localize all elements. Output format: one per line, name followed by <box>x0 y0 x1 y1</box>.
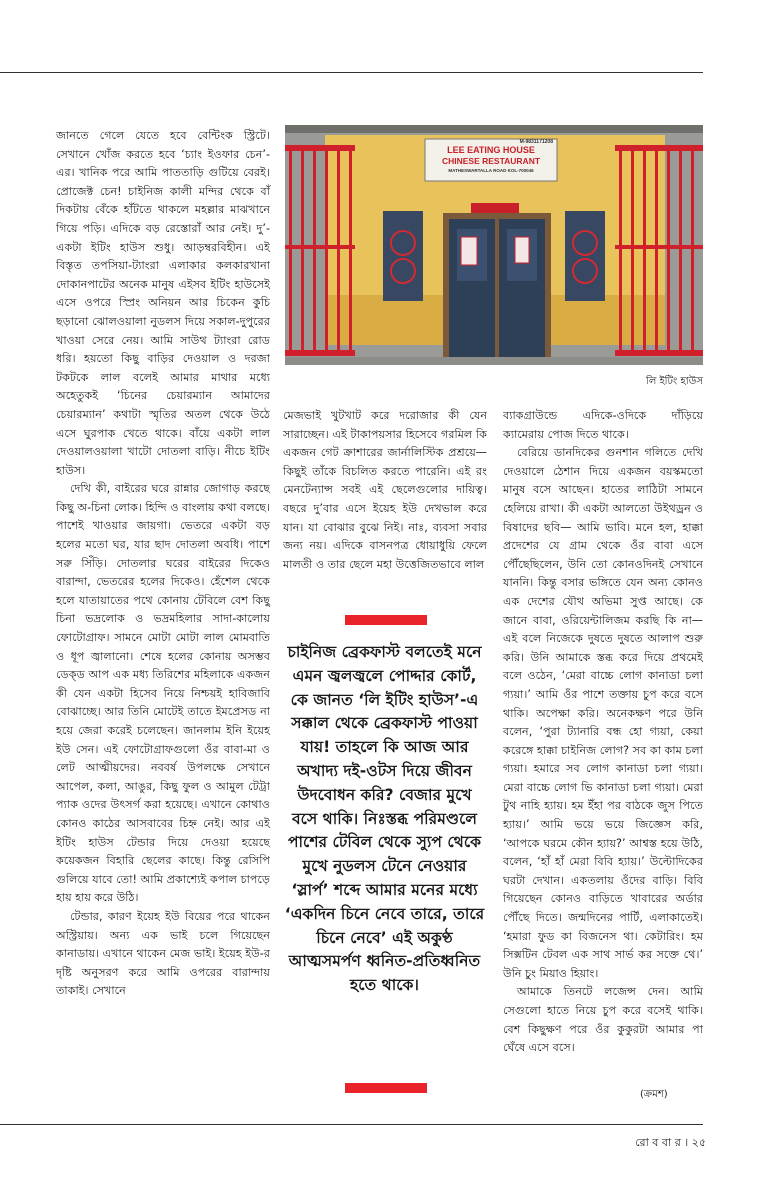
paragraph: ব্যাকগ্রাউন্ডে এদিকে-ওদিকে দাঁড়িয়ে ক্যামেরায় পোজ দিতে থাকে। <box>503 409 703 441</box>
pull-quote <box>282 615 487 1095</box>
text-column-1 <box>56 127 270 1001</box>
pull-quote-top-bar <box>345 615 427 625</box>
pull-quote-bottom-bar <box>345 1083 427 1093</box>
page-footer: রো ব বা র । ২৫ <box>635 1136 706 1149</box>
sign-line-2: CHINESE RESTAURANT <box>441 156 541 166</box>
text-column-3 <box>503 407 703 1058</box>
continued-note: (ক্রমশ) <box>640 1089 668 1100</box>
sign-line-3: MATHESWARTALLA ROAD KOL-700046 <box>448 168 534 173</box>
paragraph: বেরিয়ে ডানদিকের গুনশান গলিতে দেখি দেওয়ালে ঠেশান দিয়ে একজন বয়স্কমতো মানুষ বসে আছেন। হাতের লাঠিটা সামনে হেলিয়ে রাখা। কী একটা আলতো উইথড্রন ও বিষাদের ছবি— আমি ভাবি। মনে হল, হাক্কা প্রদেশের যে গ্রাম থেকে ওঁর বাবা এসে পৌঁছেছিলেন, উনি তো কোনওদিনই সেখানে যাননি। কিন্তু বসার ভঙ্গিতে যেন অন্য কোনও এক দেশের যৌথ অভিমা সুপ্ত আছে। কে জানে বাবা, ওরিয়েন্টালিজম করছি কি না— এই বলে নিজেকে দুষতে দুষতে আলাপ শুরু করি। উনি আমাকে স্তব্ধ করে দিয়ে প্রথমেই বলে ওঠেন, ‘মেরা বাচ্চে লোগ কানাডা চলা গ্যয়া।’ আমি ওঁর পাশে তক্তায় চুপ করে বসে থাকি। অপেক্ষা করি। অনেকক্ষণ পরে উনি বলেন, ‘পুরা ট্যানারি বন্ধ হো গ্যয়া, কেয়া করেঙ্গে হাক্কা চাইনিজ লোগ? সব কা কাম চলা গ্যয়া। হমারে সব লোগ কানাডা চলা গ্যয়া। মেরা বাচ্চে লোগ ভি কানাডা চলা গ্যয়া। মেরা টুথ নাহি হ্যায়। হম ইঁহা পর বাঠকে জুস পিতে হ্যায়।’ আমি ভয়ে ভয়ে জিজ্ঞেস করি, ‘আপকে ঘরমে কৌন হ্যায়?’ আশ্বস্ত হয়ে উঠি, বলেন, ‘হাঁ হাঁ মেরা বিবি হ্যায়।’ উল্টোদিকের ঘরটা দেখান। একতলায় ওঁদের বাড়ি। বিবি গিয়েছেন কোনও বাড়িতে খাবারের অর্ডার পৌঁছে দিতে। জন্মদিনের পার্টি, এলাকাতেই। ‘হমারা ফুড কা বিজনেস থা। কেটারিং। হম সিক্সটিন টেবল এক সাথ সার্ভ কর সক্তে থে।’ উনি চুং মিয়াও হিয়াং। <box>503 446 703 980</box>
text-column-2 <box>283 407 487 574</box>
top-rule <box>0 72 703 73</box>
paragraph: জানতে গেলে যেতে হবে বেন্টিংক স্ট্রিটে। সেখানে খোঁজ করতে হবে ‘চ্যাং ইওফার চেন’-এর। খানিক পরে আমি পাততাড়ি গুটিয়ে বেরই। প্রোজেক্ট চেন! চাইনিজ কালী মন্দির থেকে বাঁ দিকটায় বেঁকে হাঁটতে থাকলে মহল্লার মাঝখানে গিয়ে পড়ি। এদিকে বড় রেস্তোরাঁ আর নেই। দু’-একটা ইটিং হাউস শুধু। আড়ম্বরবিহীন। এই বিস্তৃত তপসিয়া-ট্যাংরা এলাকার কলকারখানা দোকানপাটের অনেক মানুষ এইসব ইটিং হাউসেই এসে ওপরে স্প্রিং অনিয়ন আর চিকেন কুচি ছড়ানো ঝোলওয়ালা নুডলস দিয়ে সকাল-দুপুরের খাওয়া সেরে নেয়। আমি সাউথ ট্যাংরা রোড ধরি। হয়তো কিছু বাড়ির দেওয়াল ও দরজা টকটকে লাল বলেই আমার মাথার মধ্যে অহেতুকই ‘চিনের চেয়ারম্যান আমাদের চেয়ারম্যান’ কথাটা স্মৃতির অতল থেকে উঠে এসে ঘুরপাক খেতে থাকে। বাঁয়ে একটা লাল দেওয়ালওয়ালা খাটো দোতলা বাড়ি। নীচে ইটিং হাউস। <box>56 129 270 477</box>
photo-caption: লি ইটিং হাউস <box>645 376 703 387</box>
bottom-rule <box>0 1124 703 1125</box>
sign-phone: M-9831171208 <box>519 139 553 145</box>
paragraph: আমাকে তিনটে লজেন্স দেন। আমি সেগুলো হাতে নিয়ে চুপ করে বসেই থাকি। বেশ কিছুক্ষণ পরে ওঁর কুকুরটা আমার পা ঘেঁষে এসে বসে। <box>503 985 703 1055</box>
paragraph: মেজভাই খুটখাট করে দরোজার কী যেন সারাচ্ছেন। এই টাকাপয়সার হিসেবে গরমিল কি একজন গেট ক্রাশারের জার্নালিস্টিক প্রশ্রয়ে— কিছুই তাঁকে বিচলিত করতে পারেনি। এই রং মেনটেন্যান্স সবই এই ছেলেগুলোর দায়িত্ব। বছরে দু’বার এসে ইয়েহ ইউ দেখভাল করে যান। যা বোঝার বুঝে নিই। নাঃ, ব্যবসা সবার জন্য নয়। এদিকে বাসনপত্র ধোয়াধুয়ি ফেলে মালতী ও তার ছেলে মহা উত্তেজিতভাবে লাল <box>283 409 487 571</box>
paragraph: দেখি কী, বাইরের ঘরে রান্নার জোগাড় করছে কিছু অ-চিনা লোক। হিন্দি ও বাংলায় কথা বলছে। পাশেই খাওয়ার জায়গা। ভেতরে একটা বড় হলের মতো ঘর, যার ছাদ দোতলা অবধি। পাশে সরু সিঁড়ি। দোতলার ঘরের বাইরের দিকেও বারান্দা, ভেতরের হলের দিকেও। হেঁশেল থেকে হলে যাতায়াতের পথে কোনায় টেবিলে বেশ কিছু চিনা ভদ্রলোক ও ভদ্রমহিলার সাদা-কালোয় ফোটোগ্রাফ। সামনে মোটা মোটা লাল মোমবাতি ও ধূপ জ্বালানো। শেষে হলের কোনায় অসম্ভব ডেক্ড আপ এক মধ্য তিরিশের মহিলাকে একজন কী যেন একটা হিসেব নিয়ে নিশ্চয়ই হাবিজাবি বোঝাচ্ছে। আর তিনি মোটেই তাতে ইমপ্রেসড না হয়ে জেরা করেই চলেছেন। জানলাম ইনি ইয়েহ ইউ সেন। এই ফোটোগ্রাফগুলো ওঁর বাবা-মা ও লেট আত্মীয়দের। নববর্ষ উপলক্ষে সেখানে আপেল, কলা, আঙুর, কিছু ফুল ও আমুল টেট্রা প্যাক ওদের উৎসর্গ করা হয়েছে। এখানে কোথাও কোনও কাঠের আসবাবের চিহ্ন নেই। আর এই ইটিং হাউস টেন্ডার দিয়ে দেওয়া হয়েছে কয়েকজন বিহারি ছেলের কাছে। কিন্তু রেসিপি গুলিয়ে যাবে তো! আমি প্রকাশ্যেই কপাল চাপড়ে হায় হায় করে উঠি। <box>56 482 270 905</box>
shop-sign <box>425 139 557 181</box>
paragraph: টেন্ডার, কারণ ইয়েহ ইউ বিয়ের পরে থাকেন অস্ট্রিয়ায়। অন্য এক ভাই চলে গিয়েছেন কানাডায়। এখানে থাকেন মেজ ভাই। ইয়েহ ইউ-র দৃষ্টি অনুসরণ করে আমি ওপরের বারান্দায় তাকাই। সেখানে <box>56 909 270 998</box>
sign-line-1: LEE EATING HOUSE <box>447 145 535 155</box>
pull-quote-text: চাইনিজ ব্রেকফাস্ট বলতেই মনে এমন জ্বলজ্বলে পোদ্দার কোর্ট, কে জানত ‘লি ইটিং হাউস’-এ সক্কাল থেকে ব্রেকফাস্ট পাওয়া যায়! তাহলে কি আজ আর অখাদ্য দই-ওটস দিয়ে জীবন উদবোধন করি? বেজার মুখে বসে থাকি। নিঃস্তব্ধ পরিমণ্ডলে পাশের টেবিল থেকে স্যুপ থেকে মুখে নুডলস টেনে নেওয়ার ‘স্লার্প’ শব্দে আমার মনের মধ্যে ‘একদিন চিনে নেবে তারে, তারে চিনে নেবে’ এই অকুণ্ঠ আত্মসমর্পণ ধ্বনিত-প্রতিধ্বনিত হতে থাকে। <box>284 643 485 995</box>
lee-eating-house-photo <box>285 125 703 365</box>
